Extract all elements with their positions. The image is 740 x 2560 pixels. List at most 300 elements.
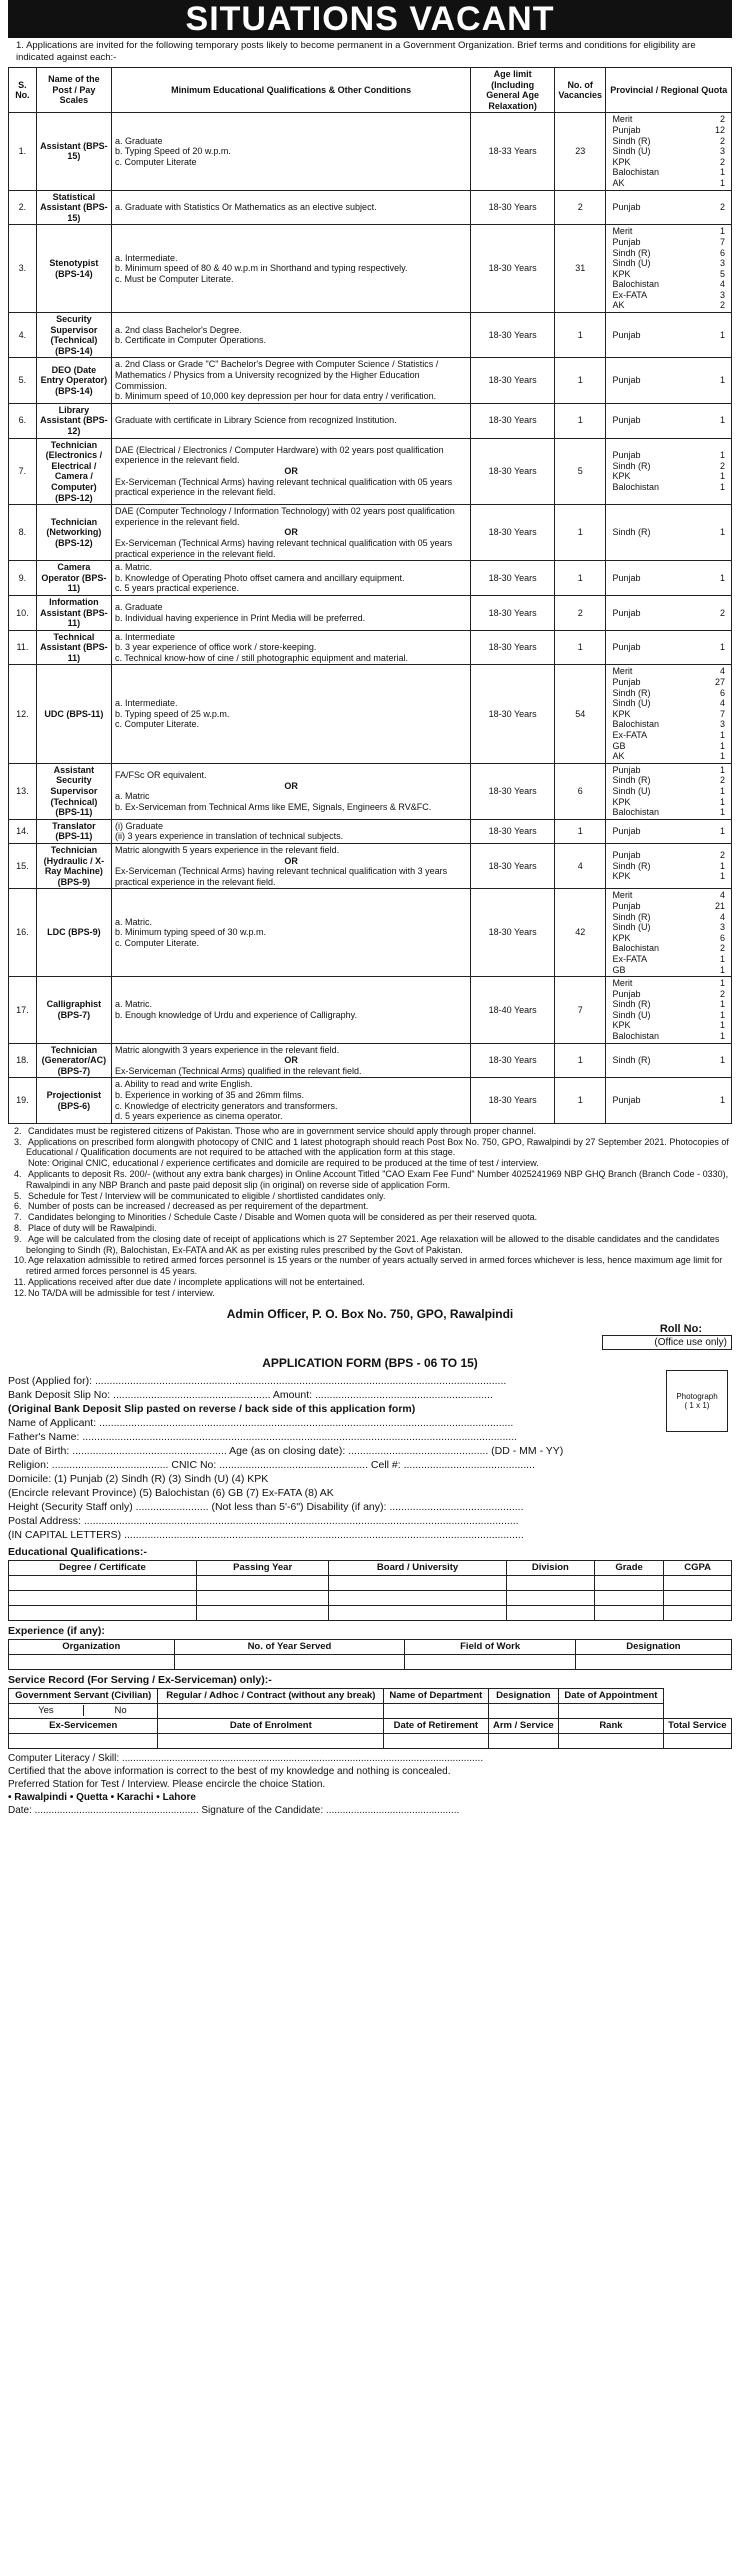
- post-age-limit: 18-33 Years: [471, 113, 555, 190]
- quota-count: 1: [719, 329, 725, 340]
- post-qualification: [111, 977, 470, 1044]
- post-age-limit: 18-30 Years: [471, 505, 555, 561]
- quota-entry: [609, 258, 728, 269]
- post-quota: [606, 1078, 732, 1123]
- form-fields: [8, 1374, 732, 1542]
- note-text: Age will be calculated from the closing date of receipt of applications which is 27 September 2021. Age relaxation will be allowed to the disable candidates and the candidates belonging to Sindh (R), Balochistan, Ex-FATA and AK as per existing rules prescribed by the Govt of Pakistan.: [26, 1233, 720, 1255]
- post-qualification: [111, 843, 470, 888]
- office-address: Admin Officer, P. O. Box No. 750, GPO, Rawalpindi: [226, 1306, 514, 1321]
- quota-entry: [609, 1055, 728, 1066]
- service-title: Service Record (For Serving / Ex-Serviceman) only):-: [8, 1673, 272, 1686]
- post-sno: 19.: [9, 1078, 37, 1123]
- quota-count: 1: [719, 1095, 725, 1106]
- qualification-line: a. Graduate: [114, 602, 163, 613]
- form-field-line[interactable]: Bank Deposit Slip No: ...................................................... Amount: .............................................................: [8, 1388, 493, 1401]
- quota-count: 1: [719, 751, 725, 762]
- quota-count: 1: [719, 871, 725, 882]
- post-qualification: [111, 1078, 470, 1123]
- header-quota: Provincial / Regional Quota: [606, 68, 732, 113]
- post-sno: 5.: [9, 358, 37, 403]
- quota-count: 5: [719, 268, 725, 279]
- post-name: Technical Assistant (BPS-11): [36, 630, 111, 665]
- quota-region: Balochistan: [612, 1031, 659, 1042]
- service-yes-no-row[interactable]: [9, 1703, 732, 1718]
- quota-count: 1: [719, 978, 725, 989]
- quota-count: 6: [719, 932, 725, 943]
- quota-region: Punjab: [612, 642, 641, 653]
- form-field-line[interactable]: Height (Security Staff only) ......................... (Not less than 5'-6") Disability (if any): ..............................................: [8, 1500, 524, 1513]
- quota-count: 1: [719, 642, 725, 653]
- photograph-size: ( 1 x 1): [684, 1401, 710, 1410]
- quota-region: Punjab: [612, 236, 641, 247]
- post-row: [9, 763, 732, 819]
- quota-region: AK: [612, 300, 625, 311]
- quota-entry: [609, 890, 728, 901]
- quota-count: 2: [719, 607, 725, 618]
- post-vacancies: 31: [554, 225, 605, 313]
- footer-line[interactable]: • Rawalpindi • Quetta • Karachi • Lahore: [8, 1791, 196, 1803]
- qualification-line: b. Minimum speed of 10,000 key depression per hour for data entry / verification.: [114, 391, 437, 402]
- quota-region: Sindh (R): [612, 911, 651, 922]
- ex-service-header-row: [9, 1718, 732, 1733]
- post-age-limit: 18-30 Years: [471, 595, 555, 630]
- footer-line: Preferred Station for Test / Interview. Please encircle the choice Station.: [8, 1778, 326, 1790]
- ex-service-header-cell: Date of Enrolment: [158, 1718, 384, 1733]
- quota-entry: [609, 461, 728, 472]
- note-number: 10.: [14, 1255, 27, 1266]
- photograph-label: Photograph: [676, 1392, 718, 1401]
- service-no[interactable]: No: [114, 1705, 127, 1717]
- post-qualification: [111, 438, 470, 505]
- qualification-line: c. Technical know-how of cine / still photographic equipment and material.: [114, 652, 408, 663]
- post-qualification: [111, 819, 470, 843]
- quota-count: 2: [719, 300, 725, 311]
- quota-region: Punjab: [612, 415, 641, 426]
- quota-entry: [609, 850, 728, 861]
- qualification-line: c. Computer Literate: [114, 156, 197, 167]
- post-vacancies: 1: [554, 403, 605, 438]
- note-text: Applications received after due date / incomplete applications will not be entertained.: [28, 1276, 365, 1287]
- post-name: Assistant Security Supervisor (Technical) (BPS-11): [36, 763, 111, 819]
- post-quota: [606, 403, 732, 438]
- post-row: [9, 225, 732, 313]
- quota-region: Merit: [612, 890, 633, 901]
- qualification-line: (i) Graduate: [114, 820, 163, 831]
- qualification-line: a. Ability to read and write English.: [114, 1079, 253, 1090]
- quota-entry: [609, 248, 728, 259]
- quota-entry: [609, 237, 728, 248]
- quota-entry: [609, 741, 728, 752]
- qualification-line: Matric alongwith 3 years experience in the relevant field.: [114, 1044, 340, 1055]
- quota-count: 1: [719, 415, 725, 426]
- quota-count: 1: [719, 807, 725, 818]
- quota-region: Sindh (R): [612, 775, 651, 786]
- quota-count: 4: [719, 279, 725, 290]
- quota-entry: [609, 114, 728, 125]
- education-empty-row[interactable]: [9, 1605, 732, 1620]
- quota-entry: [609, 1031, 728, 1042]
- note-text: Candidates belonging to Minorities / Schedule Caste / Disable and Women quota will be considered as per their reserved quota.: [28, 1212, 538, 1223]
- form-field-line[interactable]: (Encircle relevant Province) (5) Balochistan (6) GB (7) Ex-FATA (8) AK: [8, 1486, 334, 1499]
- post-name: Calligraphist (BPS-7): [36, 977, 111, 1044]
- quota-entry: [609, 775, 728, 786]
- qualification-line: a. Intermediate.: [114, 252, 178, 263]
- post-quota: [606, 505, 732, 561]
- quota-region: Punjab: [612, 988, 641, 999]
- post-age-limit: 18-30 Years: [471, 313, 555, 358]
- post-age-limit: 18-30 Years: [471, 225, 555, 313]
- post-qualification: [111, 225, 470, 313]
- quota-count: 2: [719, 156, 725, 167]
- quota-entry: [609, 861, 728, 872]
- quota-count: 12: [714, 124, 725, 135]
- quota-count: 7: [719, 708, 725, 719]
- quota-region: KPK: [612, 708, 631, 719]
- quota-count: 3: [719, 289, 725, 300]
- education-header-cell: Degree / Certificate: [9, 1560, 197, 1575]
- note-text: Place of duty will be Rawalpindi.: [28, 1222, 157, 1233]
- service-header-cell: Government Servant (Civilian): [9, 1688, 158, 1703]
- post-vacancies: 1: [554, 561, 605, 596]
- post-vacancies: 1: [554, 1078, 605, 1123]
- quota-entry: [609, 933, 728, 944]
- form-field-line[interactable]: Father's Name: .....................................................................................................................................................: [8, 1430, 518, 1443]
- post-qualification: [111, 665, 470, 763]
- note-number: 5.: [14, 1190, 22, 1201]
- qualification-line: b. 3 year experience of office work / store-keeping.: [114, 642, 317, 653]
- footer-line: Date: ........................................................... Signature of the Candidate: ................................................: [8, 1804, 460, 1816]
- qualification-line: c. 5 years practical experience.: [114, 583, 240, 594]
- quota-region: Balochistan: [612, 943, 659, 954]
- quota-entry: [609, 751, 728, 762]
- quota-count: 1: [719, 375, 725, 386]
- post-row: [9, 665, 732, 763]
- post-row: [9, 438, 732, 505]
- post-row: [9, 505, 732, 561]
- post-sno: 4.: [9, 313, 37, 358]
- form-field-line[interactable]: Post (Applied for): .............................................................................................................................................: [8, 1374, 507, 1387]
- posts-header-row: [9, 68, 732, 113]
- post-name: UDC (BPS-11): [36, 665, 111, 763]
- form-field-line[interactable]: Name of Applicant: ..............................................................................................................................................: [8, 1416, 514, 1429]
- quota-count: 2: [719, 775, 725, 786]
- form-field-line[interactable]: Date of Birth: ..................................................... Age (as on closing date): ................................................ (DD - MM - YY): [8, 1444, 564, 1457]
- quota-entry: [609, 279, 728, 290]
- note-item: [8, 1137, 732, 1159]
- qualification-line: b. Certificate in Computer Operations.: [114, 335, 267, 346]
- post-sno: 13.: [9, 763, 37, 819]
- post-vacancies: 1: [554, 505, 605, 561]
- quota-count: 3: [719, 922, 725, 933]
- quota-count: 1: [719, 1031, 725, 1042]
- quota-count: 1: [719, 730, 725, 741]
- service-header-cell: Designation: [488, 1688, 559, 1703]
- quota-count: 1: [719, 964, 725, 975]
- post-qualification: [111, 1043, 470, 1078]
- quota-count: 4: [719, 666, 725, 677]
- post-vacancies: 23: [554, 113, 605, 190]
- quota-entry: [609, 482, 728, 493]
- quota-entry: [609, 786, 728, 797]
- ex-service-header-cell: Total Service: [663, 1718, 731, 1733]
- quota-count: 1: [719, 953, 725, 964]
- quota-entry: [609, 330, 728, 341]
- qualification-line: FA/FSc OR equivalent.: [114, 770, 207, 781]
- quota-region: Ex-FATA: [612, 289, 648, 300]
- post-row: [9, 190, 732, 225]
- header-age: Age limit (Including General Age Relaxation): [471, 68, 555, 113]
- quota-entry: [609, 125, 728, 136]
- note-number: 7.: [14, 1212, 22, 1223]
- quota-entry: [609, 300, 728, 311]
- footer-line: Computer Literacy / Skill: ..................................................................................................................................: [8, 1752, 484, 1764]
- note-item: [8, 1158, 732, 1169]
- quota-entry: [609, 765, 728, 776]
- quota-entry: [609, 1020, 728, 1031]
- quota-region: KPK: [612, 471, 631, 482]
- quota-region: KPK: [612, 156, 631, 167]
- education-table: [8, 1560, 732, 1621]
- quota-count: 2: [719, 135, 725, 146]
- quota-region: Sindh (R): [612, 1055, 651, 1066]
- post-name: Assistant (BPS-15): [36, 113, 111, 190]
- quota-count: 4: [719, 890, 725, 901]
- quota-region: Sindh (U): [612, 1009, 651, 1020]
- quota-entry: [609, 269, 728, 280]
- post-vacancies: 2: [554, 190, 605, 225]
- qualification-line: c. Must be Computer Literate.: [114, 273, 234, 284]
- quota-entry: [609, 943, 728, 954]
- quota-entry: [609, 989, 728, 1000]
- note-number: 12.: [14, 1287, 27, 1298]
- quota-count: 1: [719, 1009, 725, 1020]
- quota-region: KPK: [612, 268, 631, 279]
- note-text: No TA/DA will be admissible for test / interview.: [28, 1287, 215, 1298]
- quota-region: Sindh (U): [612, 146, 651, 157]
- qualification-line: a. 2nd class Bachelor's Degree.: [114, 324, 242, 335]
- post-name: Projectionist (BPS-6): [36, 1078, 111, 1123]
- quota-region: Merit: [612, 114, 633, 125]
- form-field-line[interactable]: (IN CAPITAL LETTERS) .........................................................................................................................................: [8, 1528, 524, 1541]
- quota-region: AK: [612, 177, 625, 188]
- post-qualification: [111, 763, 470, 819]
- quota-entry: [609, 666, 728, 677]
- quota-entry: [609, 1010, 728, 1021]
- quota-entry: [609, 226, 728, 237]
- quota-entry: [609, 719, 728, 730]
- post-quota: [606, 561, 732, 596]
- post-row: [9, 313, 732, 358]
- education-header-row: [9, 1560, 732, 1575]
- quota-count: 1: [719, 177, 725, 188]
- post-qualification: [111, 595, 470, 630]
- qualification-line: OR: [284, 855, 298, 866]
- note-number: 4.: [14, 1169, 22, 1179]
- quota-region: KPK: [612, 796, 631, 807]
- post-vacancies: 4: [554, 843, 605, 888]
- post-sno: 15.: [9, 843, 37, 888]
- quota-entry: [609, 698, 728, 709]
- quota-entry: [609, 709, 728, 720]
- service-yes[interactable]: Yes: [9, 1705, 84, 1716]
- post-age-limit: 18-30 Years: [471, 819, 555, 843]
- qualification-line: Ex-Serviceman (Technical Arms) having relevant technical qualification with 3 years practical experience in the relevant field.: [114, 866, 448, 887]
- education-empty-row[interactable]: [9, 1575, 732, 1590]
- quota-region: KPK: [612, 1020, 631, 1031]
- post-sno: 9.: [9, 561, 37, 596]
- post-quota: [606, 438, 732, 505]
- quota-region: Punjab: [612, 900, 641, 911]
- form-field-line[interactable]: Postal Address: .....................................................................................................................................................: [8, 1514, 519, 1527]
- note-number: 8.: [14, 1222, 22, 1233]
- post-name: Technician (Networking) (BPS-12): [36, 505, 111, 561]
- quota-entry: [609, 954, 728, 965]
- ex-service-header-cell: Rank: [559, 1718, 663, 1733]
- post-age-limit: 18-30 Years: [471, 561, 555, 596]
- service-header-cell: Date of Appointment: [559, 1688, 663, 1703]
- quota-entry: [609, 978, 728, 989]
- quota-region: Punjab: [612, 202, 641, 213]
- education-header-cell: Passing Year: [196, 1560, 328, 1575]
- form-field-line[interactable]: Domicile: (1) Punjab (2) Sindh (R) (3) Sindh (U) (4) KPK: [8, 1472, 269, 1485]
- qualification-line: OR: [284, 466, 298, 477]
- note-item: [8, 1234, 732, 1256]
- post-qualification: [111, 403, 470, 438]
- form-field-line[interactable]: Religion: ........................................ CNIC No: ................................................... Cell #: .............................................: [8, 1458, 535, 1471]
- quota-region: Sindh (R): [612, 247, 651, 258]
- quota-entry: [609, 912, 728, 923]
- post-sno: 1.: [9, 113, 37, 190]
- post-name: Technician (Generator/AC) (BPS-7): [36, 1043, 111, 1078]
- note-text: Number of posts can be increased / decreased as per requirement of the department.: [28, 1201, 369, 1212]
- post-qualification: [111, 561, 470, 596]
- quota-count: 2: [719, 850, 725, 861]
- form-field-line[interactable]: (Original Bank Deposit Slip pasted on reverse / back side of this application form): [8, 1402, 416, 1415]
- quota-entry: [609, 642, 728, 653]
- quota-count: 1: [719, 450, 725, 461]
- experience-header-row: [9, 1639, 732, 1654]
- post-qualification: [111, 630, 470, 665]
- intro-number: 1.: [16, 40, 24, 51]
- ex-service-header-cell: Date of Retirement: [384, 1718, 488, 1733]
- post-vacancies: 1: [554, 1043, 605, 1078]
- quota-count: 27: [714, 677, 725, 688]
- post-name: Library Assistant (BPS-12): [36, 403, 111, 438]
- quota-region: GB: [612, 740, 626, 751]
- quota-count: 4: [719, 911, 725, 922]
- note-number: 3.: [14, 1136, 22, 1147]
- qualification-line: OR: [284, 780, 298, 791]
- post-vacancies: 2: [554, 595, 605, 630]
- quota-count: 4: [719, 698, 725, 709]
- quota-region: GB: [612, 964, 626, 975]
- post-name: Technician (Electronics / Electrical / Camera / Computer) (BPS-12): [36, 438, 111, 505]
- education-header-cell: CGPA: [664, 1560, 732, 1575]
- post-sno: 18.: [9, 1043, 37, 1078]
- post-sno: 6.: [9, 403, 37, 438]
- quota-region: Balochistan: [612, 167, 659, 178]
- qualification-line: DAE (Electrical / Electronics / Computer Hardware) with 02 years post qualification experience in the relevant field.: [114, 444, 444, 466]
- quota-count: 2: [719, 943, 725, 954]
- quota-count: 2: [719, 202, 725, 213]
- post-age-limit: 18-40 Years: [471, 977, 555, 1044]
- qualification-line: OR: [284, 527, 298, 538]
- banner-title: SITUATIONS VACANT: [8, 0, 732, 38]
- ex-service-empty-row[interactable]: [9, 1733, 732, 1748]
- quota-entry: [609, 527, 728, 538]
- qualification-line: a. Matric: [114, 791, 150, 802]
- quota-region: Punjab: [612, 764, 641, 775]
- quota-count: 1: [719, 796, 725, 807]
- post-sno: 11.: [9, 630, 37, 665]
- post-vacancies: 42: [554, 889, 605, 977]
- note-item: [8, 1169, 732, 1191]
- note-text: Applicants to deposit Rs. 200/- (without any extra bank charges) in Online Account Titled "CAO Exam Fee Fund" Number 4025241969 NBP GHQ Branch (Branch Code - 0330), Rawalpindi in any NBP Branch and paste paid deposit slip (in original) on reverse side of application Form.: [26, 1169, 729, 1190]
- quota-count: 6: [719, 687, 725, 698]
- quota-count: 6: [719, 247, 725, 258]
- qualification-line: a. Intermediate.: [114, 698, 178, 709]
- post-qualification: [111, 505, 470, 561]
- quota-entry: [609, 290, 728, 301]
- post-row: [9, 403, 732, 438]
- qualification-line: b. Knowledge of Operating Photo offset camera and ancillary equipment.: [114, 572, 405, 583]
- education-header-cell: Board / University: [329, 1560, 506, 1575]
- qualification-line: c. Knowledge of electricity generators and transformers.: [114, 1100, 338, 1111]
- quota-entry: [609, 999, 728, 1010]
- post-vacancies: 1: [554, 630, 605, 665]
- quota-region: Punjab: [612, 572, 641, 583]
- quota-region: Sindh (U): [612, 698, 651, 709]
- quota-entry: [609, 1095, 728, 1106]
- note-text: Candidates must be registered citizens of Pakistan. Those who are in government service should apply through proper channel.: [28, 1125, 537, 1136]
- experience-empty-row[interactable]: [9, 1654, 732, 1669]
- intro-text: Applications are invited for the following temporary posts likely to become permanent in a Government Organization. Brief terms and conditions for eligibility are indicated against each:-: [16, 40, 696, 63]
- note-number: 6.: [14, 1201, 22, 1212]
- note-text: Note: Original CNIC, educational / experience certificates and domicile are required to be produced at the time of test / interview.: [28, 1158, 539, 1169]
- post-name: Statistical Assistant (BPS-15): [36, 190, 111, 225]
- quota-region: Punjab: [612, 607, 641, 618]
- post-vacancies: 1: [554, 358, 605, 403]
- quota-region: Balochistan: [612, 279, 659, 290]
- experience-header-cell: Organization: [9, 1639, 175, 1654]
- quota-entry: [609, 450, 728, 461]
- quota-region: Sindh (U): [612, 922, 651, 933]
- note-item: [8, 1201, 732, 1212]
- note-item: [8, 1277, 732, 1288]
- quota-count: 1: [719, 740, 725, 751]
- post-row: [9, 561, 732, 596]
- quota-count: 1: [719, 786, 725, 796]
- quota-entry: [609, 677, 728, 688]
- quota-region: Punjab: [612, 677, 641, 688]
- quota-entry: [609, 922, 728, 933]
- quota-entry: [609, 797, 728, 808]
- qualification-line: a. Matric.: [114, 916, 152, 927]
- post-name: DEO (Date Entry Operator) (BPS-14): [36, 358, 111, 403]
- posts-table: [8, 67, 732, 1124]
- note-number: 2.: [14, 1125, 22, 1136]
- qualification-line: a. 2nd Class or Grade "C" Bachelor's Degree with Computer Science / Statistics / Mathematics / Physics from a University recognized by the Higher Education Commission.: [114, 359, 439, 391]
- post-quota: [606, 630, 732, 665]
- quota-region: Punjab: [612, 375, 641, 386]
- qualification-line: Ex-Serviceman (Technical Arms) qualified in the relevant field.: [114, 1065, 362, 1076]
- quota-region: Sindh (R): [612, 687, 651, 698]
- post-age-limit: 18-30 Years: [471, 843, 555, 888]
- post-vacancies: 7: [554, 977, 605, 1044]
- note-item: [8, 1126, 732, 1137]
- qualification-line: Ex-Serviceman (Technical Arms) having relevant technical qualification with 05 years practical experience in the relevant field.: [114, 476, 453, 498]
- education-empty-row[interactable]: [9, 1590, 732, 1605]
